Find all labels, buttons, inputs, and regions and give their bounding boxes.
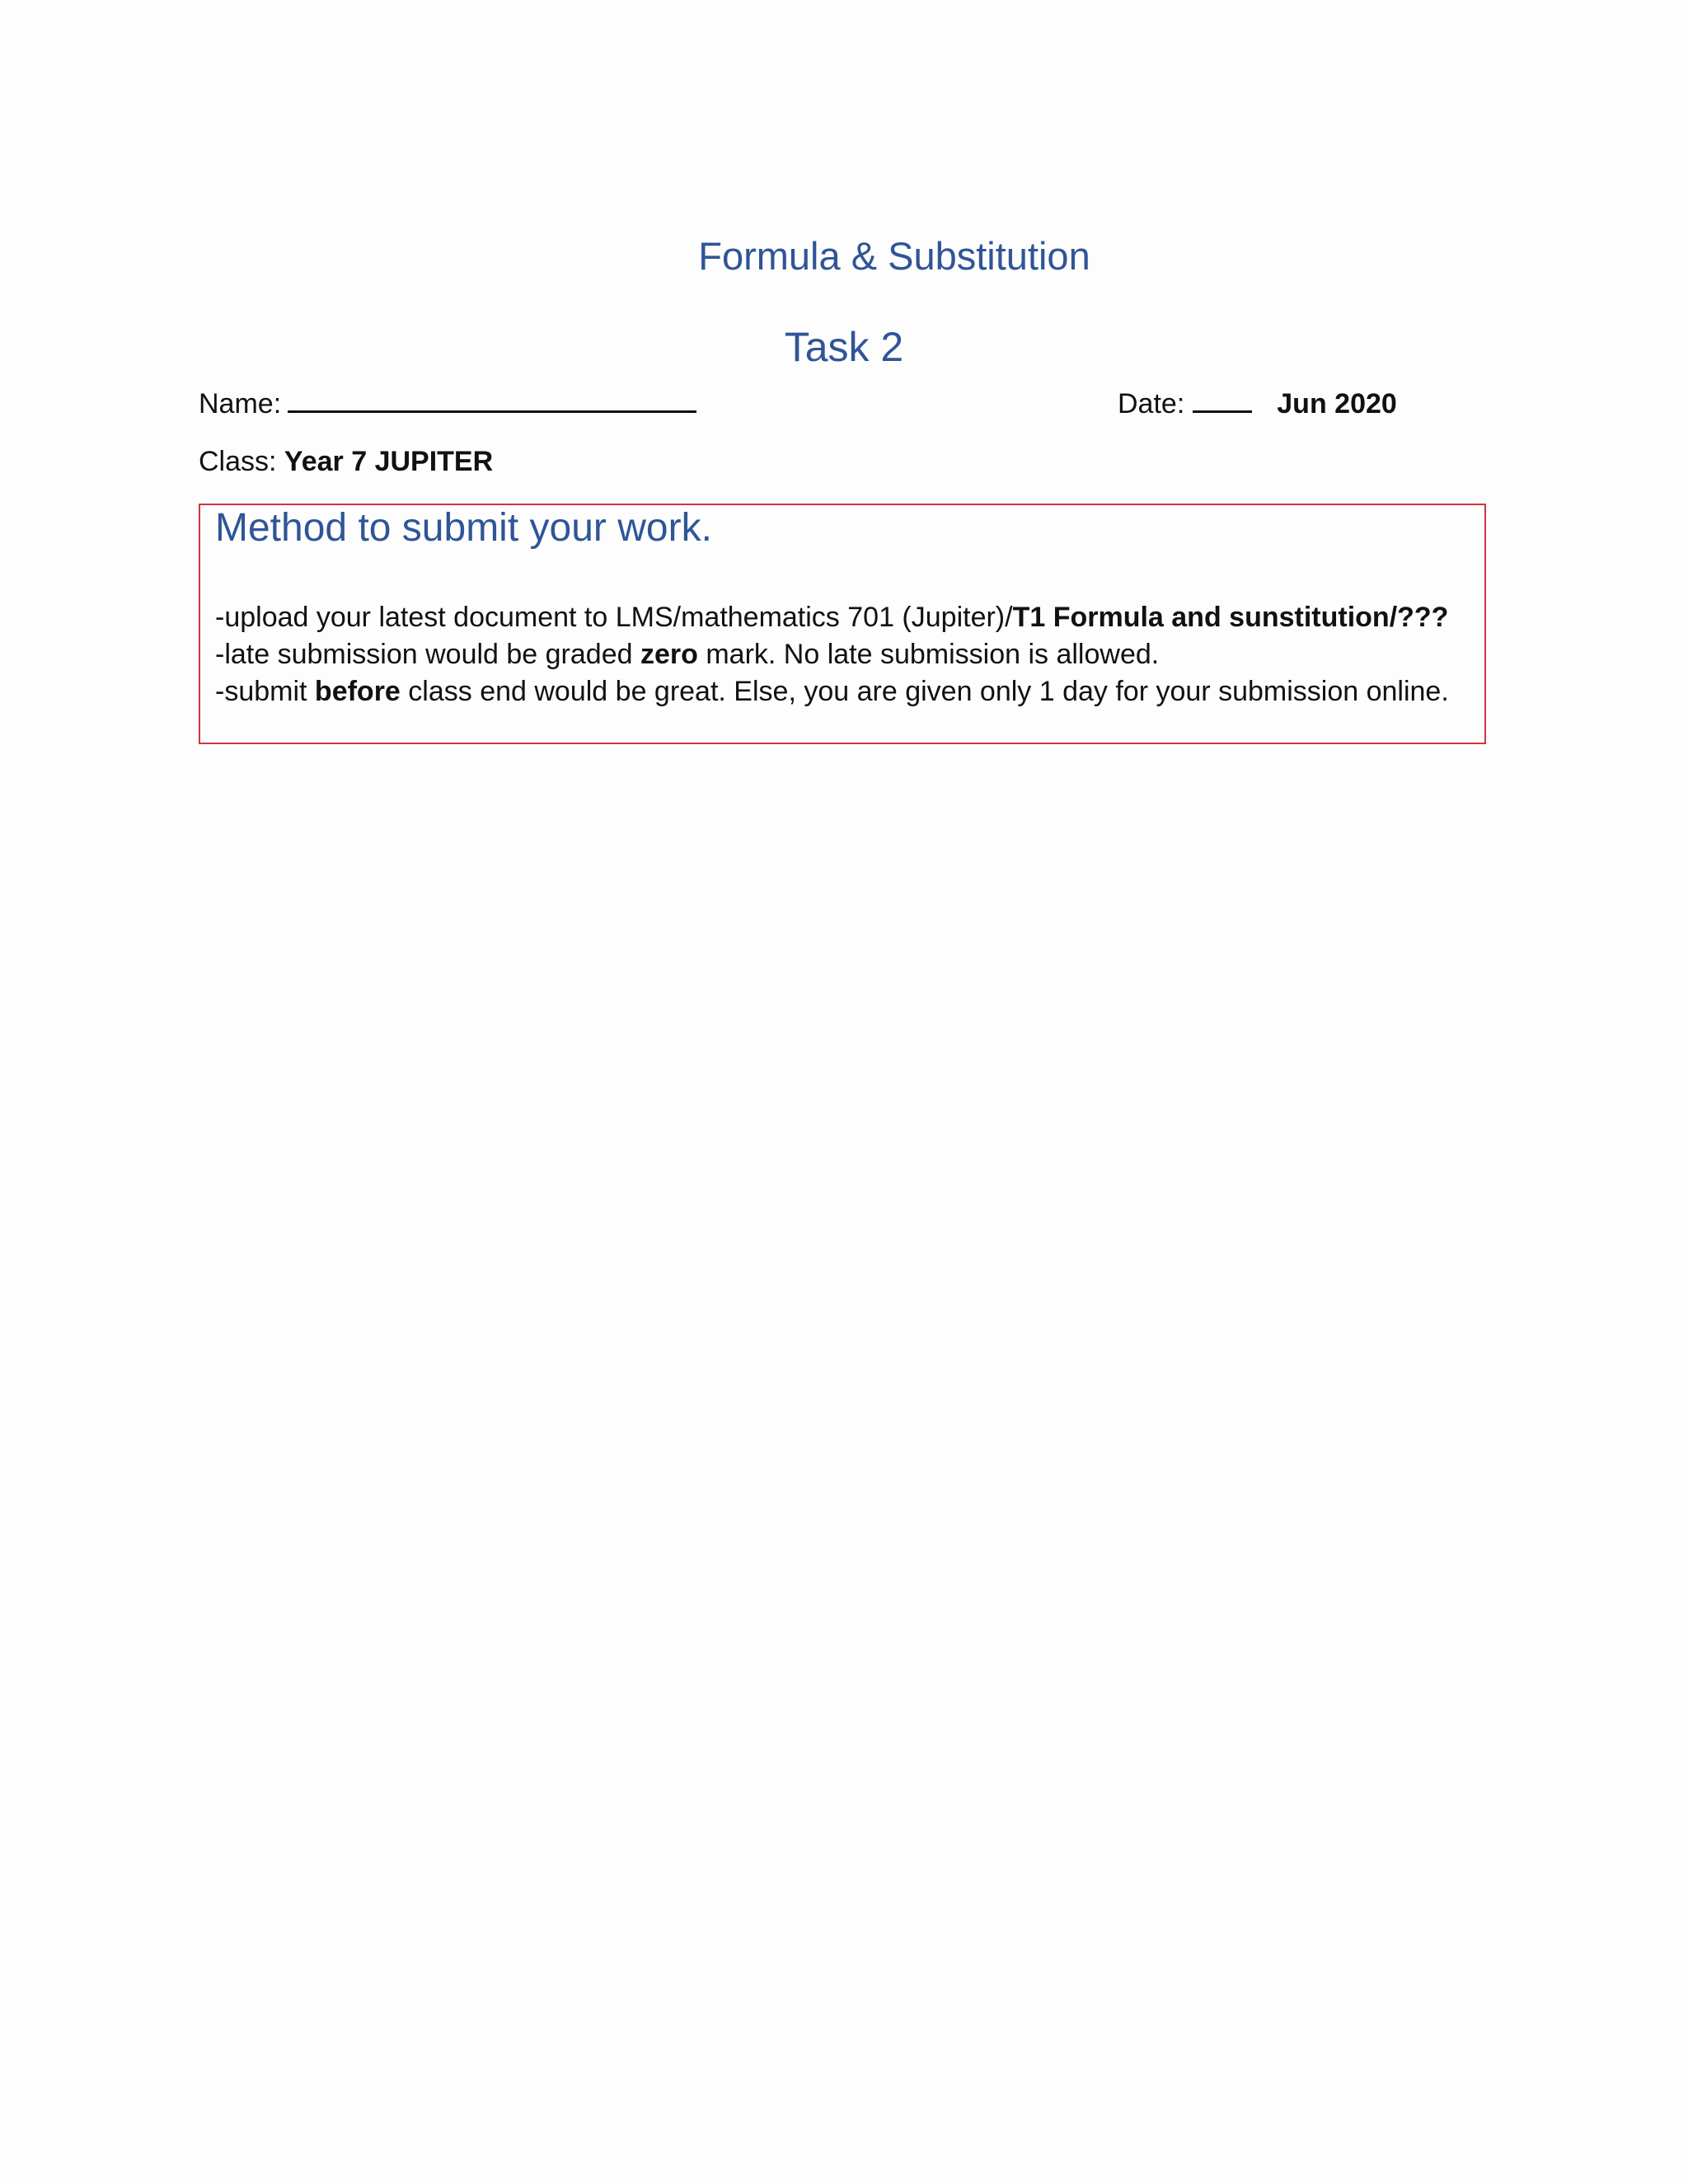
instruction-timing-emphasis: before [314,676,401,707]
instruction-timing [215,673,1449,710]
instruction-late [215,636,1449,673]
instruction-late-suffix: mark. No late submission is allowed. [697,639,1160,670]
name-label: Name: [199,388,282,419]
instruction-upload-text: -upload your latest document to LMS/mathematics 701 (Jupiter)/ [215,602,1013,633]
class-field [199,445,493,478]
date-blank-line [1193,384,1252,413]
name-blank-line [288,384,696,413]
instruction-late-text: -late submission would be graded [215,639,640,670]
instruction-upload-suffix: /??? [1389,602,1449,633]
page-title: Formula & Substitution [698,234,1090,278]
submission-method-box [199,504,1486,744]
method-heading: Method to submit your work. [215,506,712,550]
name-field [199,384,696,420]
instruction-late-emphasis: zero [640,639,698,670]
instruction-upload-path: T1 Formula and sunstitution [1012,602,1390,633]
date-value: Jun 2020 [1277,388,1397,419]
instruction-timing-text: -submit [215,676,315,707]
class-value: Year 7 JUPITER [284,446,494,477]
method-instructions [215,599,1449,710]
instruction-upload [215,599,1449,636]
date-label: Date: [1118,388,1185,419]
date-field [1118,384,1397,420]
instruction-timing-suffix: class end would be great. Else, you are given only 1 day for your submission online. [400,676,1449,707]
class-label: Class: [199,446,277,477]
task-subtitle: Task 2 [784,324,904,370]
